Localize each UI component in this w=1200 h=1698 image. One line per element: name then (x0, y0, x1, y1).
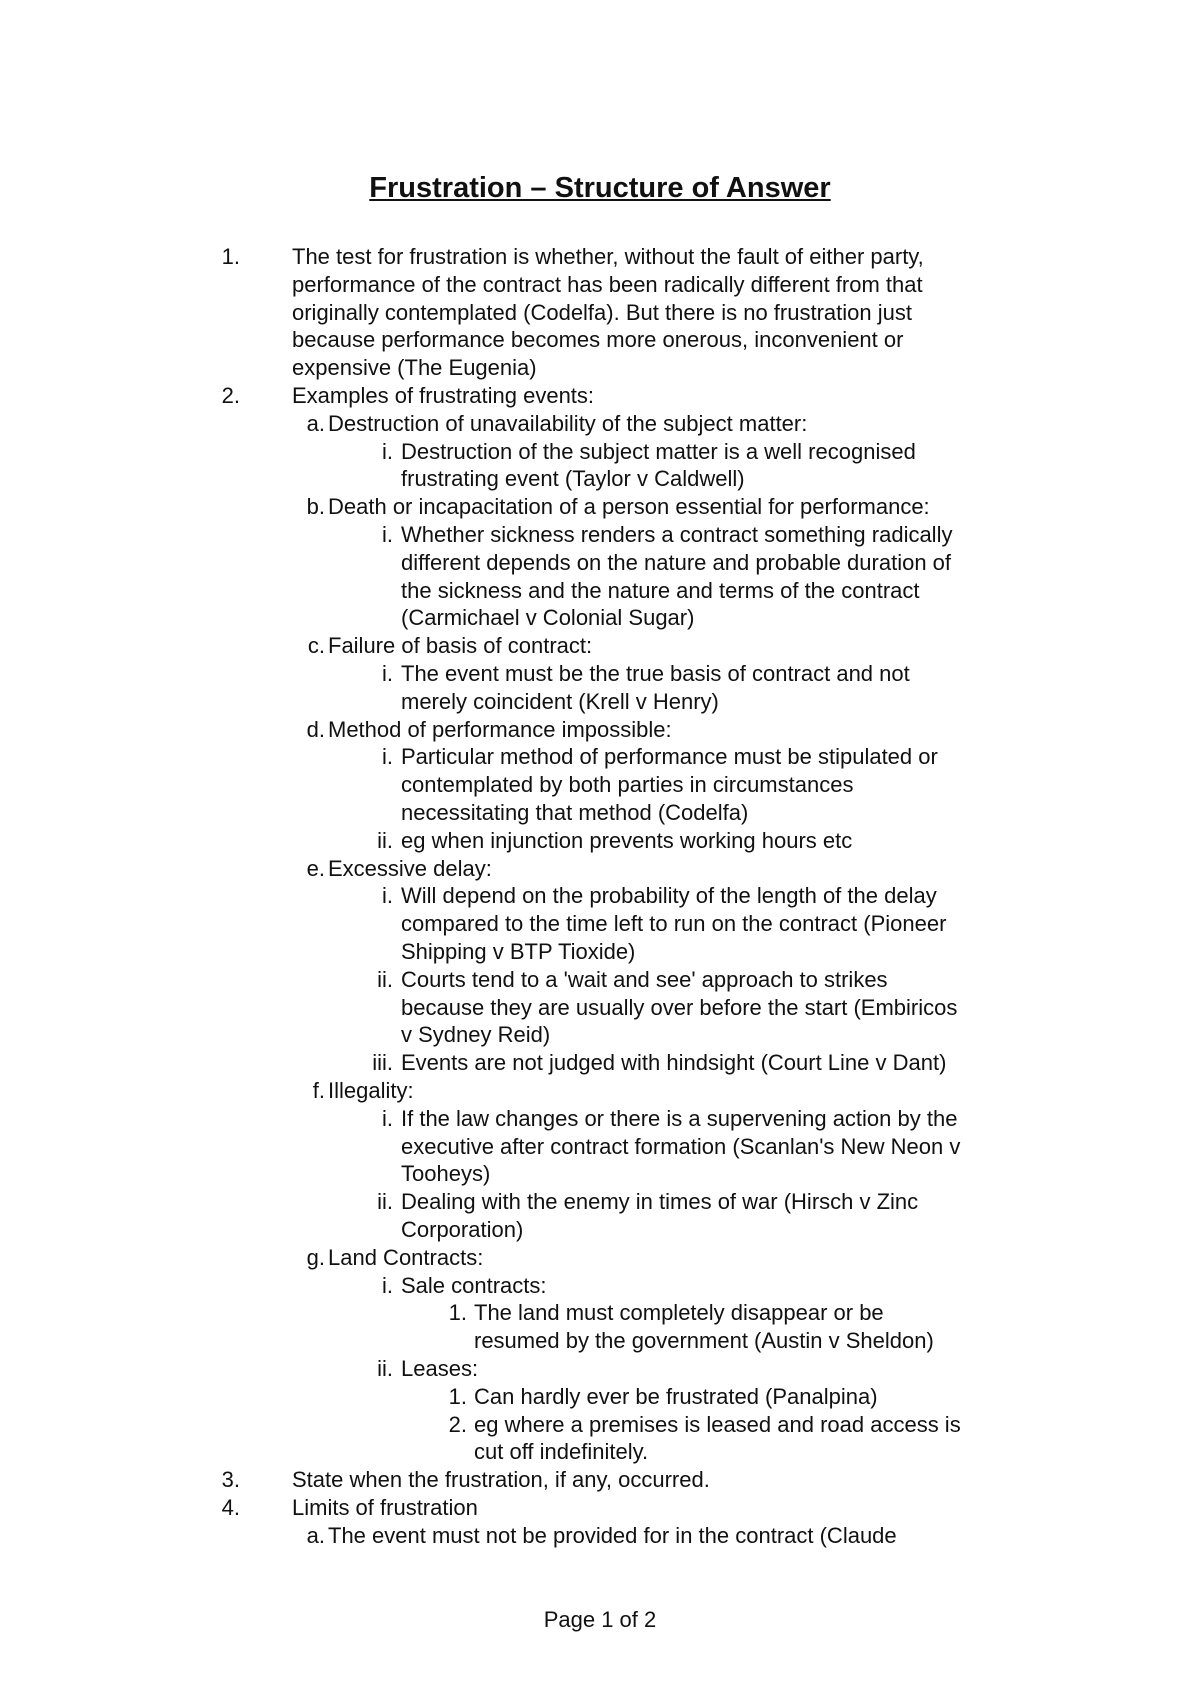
list-item-text: compared to the time left to run on the contract (Pioneer (401, 911, 947, 937)
list-item-text: (Carmichael v Colonial Sugar) (401, 605, 695, 631)
list-marker: i. (382, 1272, 393, 1298)
list-item-text: Illegality: (328, 1078, 414, 1103)
list-marker: g. (306, 1244, 325, 1270)
list-item-text: The land must completely disappear or be (474, 1300, 884, 1326)
list-marker: a. (306, 410, 325, 436)
list-item-text: performance of the contract has been radically different from that (292, 271, 923, 297)
list-item-text: contemplated by both parties in circumstances (401, 772, 854, 798)
list-item-text: v Sydney Reid) (401, 1022, 551, 1048)
list-marker: 3. (221, 1467, 240, 1493)
list-item-text: Excessive delay: (328, 855, 492, 881)
list-item-text: merely coincident (Krell v Henry) (401, 688, 719, 714)
list-item-text: Particular method of performance must be stipulated or (401, 744, 938, 770)
list-marker: ii. (377, 827, 393, 853)
list-item-text: because performance becomes more onerous, inconvenient or (292, 327, 904, 353)
page-footer: Page 1 of 2 (543, 1607, 657, 1632)
list-item-text: expensive (The Eugenia) (292, 355, 537, 381)
list-marker: i. (382, 1105, 393, 1131)
list-marker: e. (306, 855, 325, 881)
list-item-text: Whether sickness renders a contract something radically (401, 522, 953, 547)
list-marker: i. (382, 522, 393, 547)
list-marker: f. (312, 1078, 325, 1103)
list-item-text: Shipping v BTP Tioxide) (401, 939, 636, 964)
list-marker: 1. (221, 244, 240, 269)
list-marker: c. (307, 633, 325, 659)
list-item-text: Method of performance impossible: (328, 716, 672, 742)
list-item-text: Sale contracts: (401, 1272, 547, 1298)
list-marker: ii. (377, 966, 393, 992)
list-item-text: Leases: (401, 1356, 479, 1381)
list-item-text: Will depend on the probability of the length of the delay (401, 883, 937, 909)
list-marker: 1. (448, 1383, 467, 1409)
list-item-text: Courts tend to a 'wait and see' approach to strikes (401, 966, 888, 992)
list-item-text: different depends on the nature and probable duration of (401, 549, 952, 575)
list-marker: ii. (377, 1356, 393, 1381)
list-item-text: Events are not judged with hindsight (Court Line v Dant) (401, 1050, 947, 1076)
list-item-text: If the law changes or there is a supervening action by the (401, 1105, 958, 1131)
list-marker: i. (382, 883, 393, 909)
list-item-text: Destruction of the subject matter is a well recognised (401, 438, 916, 464)
list-item-text: Examples of frustrating events: (292, 383, 595, 408)
page-title: Frustration – Structure of Answer (369, 172, 831, 204)
list-item-text: Corporation) (401, 1217, 524, 1242)
list-item-text: Dealing with the enemy in times of war (Hirsch v Zinc (401, 1189, 919, 1215)
list-item-text: Limits of frustration (292, 1495, 478, 1520)
list-item-text: Can hardly ever be frustrated (Panalpina) (474, 1383, 878, 1409)
list-item-text: necessitating that method (Codelfa) (401, 800, 749, 825)
list-marker: iii. (372, 1050, 393, 1076)
list-marker: i. (382, 661, 393, 686)
list-marker: 4. (221, 1495, 240, 1520)
list-marker: 1. (448, 1300, 467, 1326)
list-item-text: because they are usually over before the start (Embiricos (401, 994, 958, 1020)
list-item-text: The test for frustration is whether, without the fault of either party, (292, 244, 924, 269)
list-item-text: Tooheys) (401, 1161, 491, 1187)
list-item-text: The event must be the true basis of contract and not (401, 661, 910, 686)
list-item-text: Death or incapacitation of a person essential for performance: (328, 494, 930, 520)
list-item-text: Land Contracts: (328, 1244, 484, 1270)
list-item-text: executive after contract formation (Scanlan's New Neon v (401, 1133, 961, 1159)
list-marker: d. (306, 716, 325, 742)
list-item-text: frustrating event (Taylor v Caldwell) (401, 466, 745, 492)
list-item-text: eg where a premises is leased and road access is (474, 1411, 961, 1437)
list-marker: ii. (377, 1189, 393, 1215)
list-item-text: resumed by the government (Austin v Sheldon) (474, 1328, 934, 1354)
list-marker: b. (306, 494, 325, 520)
list-marker: 2. (221, 383, 240, 408)
list-item-text: eg when injunction prevents working hours etc (401, 827, 853, 853)
list-item-text: Failure of basis of contract: (328, 633, 593, 659)
list-item-text: Destruction of unavailability of the subject matter: (328, 410, 808, 436)
list-marker: i. (382, 744, 393, 770)
list-item-text: State when the frustration, if any, occurred. (292, 1467, 710, 1493)
list-item-text: originally contemplated (Codelfa). But there is no frustration just (292, 299, 912, 325)
list-item-text: The event must not be provided for in the contract (Claude (328, 1522, 897, 1548)
list-marker: a. (306, 1522, 325, 1548)
list-item-text: cut off indefinitely. (474, 1439, 649, 1465)
list-marker: i. (382, 438, 393, 464)
list-marker: 2. (448, 1411, 467, 1437)
list-item-text: the sickness and the nature and terms of the contract (401, 577, 920, 603)
